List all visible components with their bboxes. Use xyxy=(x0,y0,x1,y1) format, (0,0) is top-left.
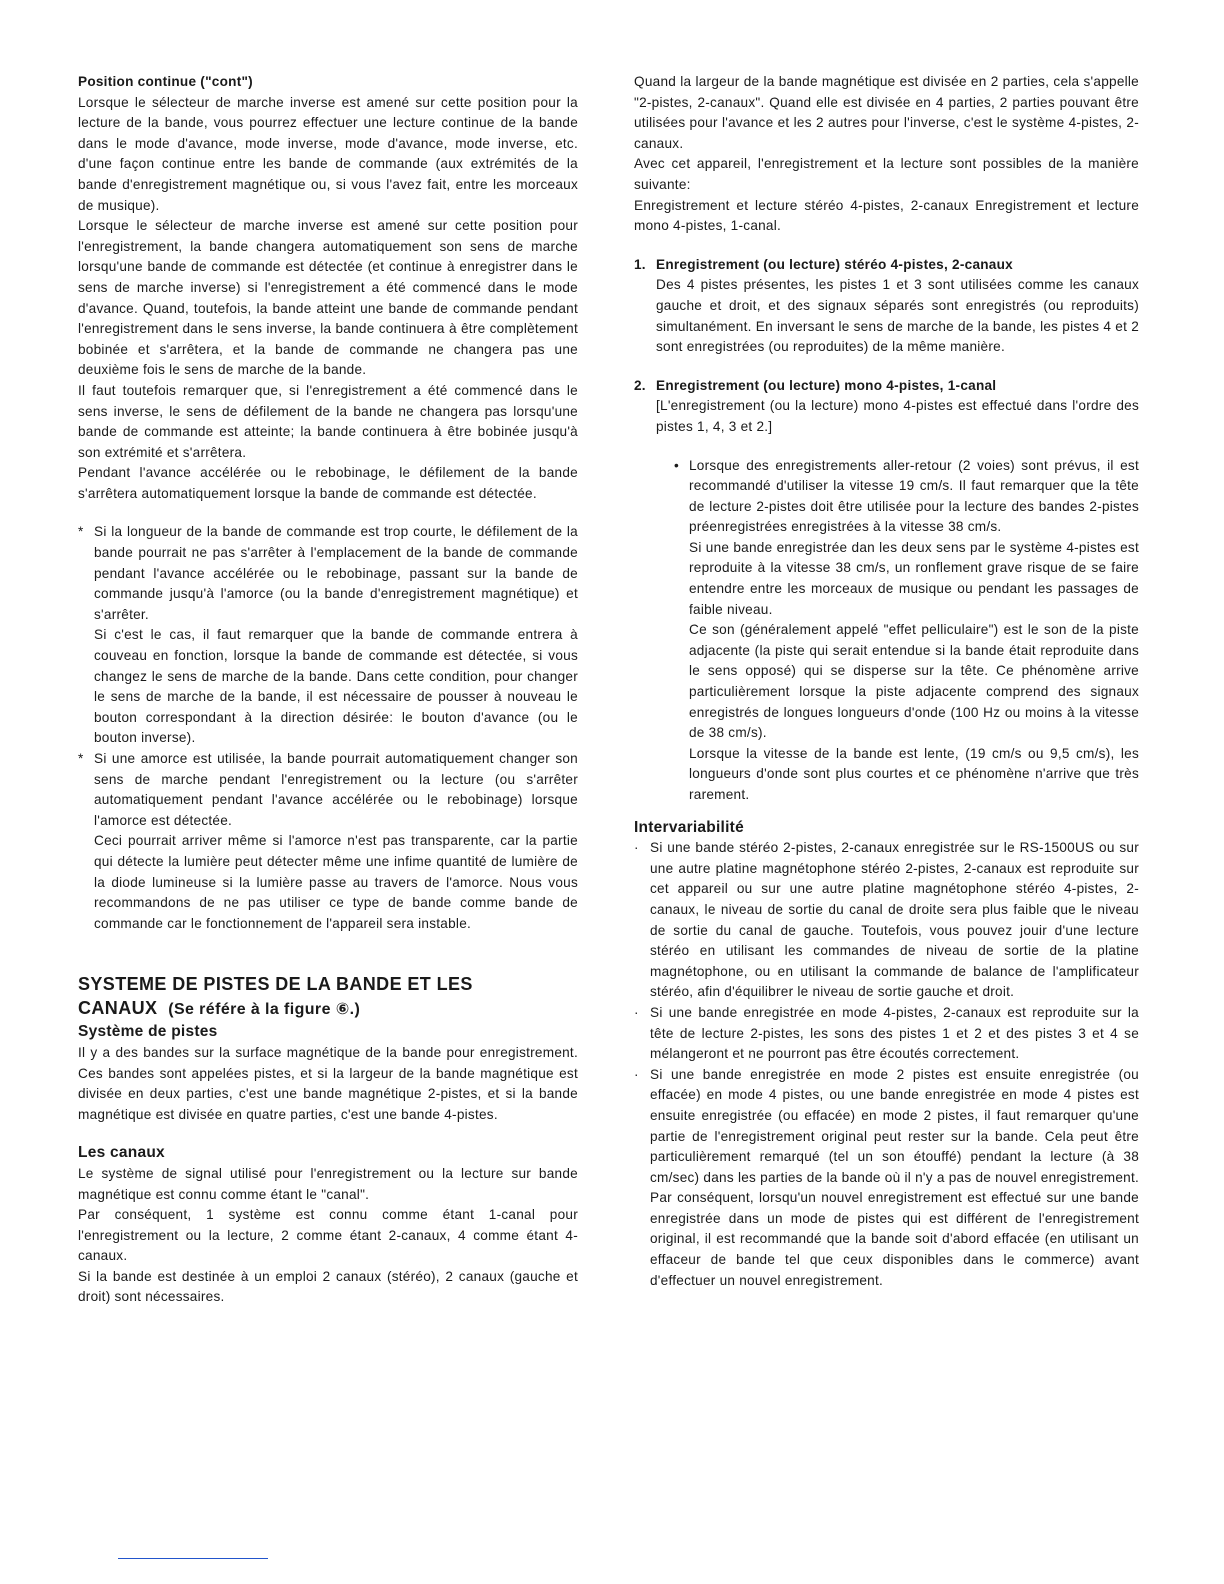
canaux-paragraph-2: Par conséquent, 1 système est connu comme étant 1-canal pour l'enregistrement ou la lecture, 2 comme étant 2-canaux, 4 comme étant 4-canaux. xyxy=(78,1207,578,1264)
note-1-paragraph-1: Si la longueur de la bande de commande est trop courte, le défilement de la bande pourrait ne pas s'arrêter à l'emplacement de la bande de commande pendant l'avance accélérée ou le rebobinage, passant sur la bande de commande jusqu'à l'amorce (ou la bande d'enregistrement magnétique) et s'arrêter. xyxy=(94,524,578,622)
intervariabilite-paragraph-3: Si une bande enregistrée en mode 2 pistes est ensuite enregistrée (ou effacée) en mode 4 pistes, ou une bande enregistrée en mode 4 pistes est ensuite enregistrée (ou effacée) en mode 2 pistes, il faut remarquer qu'une partie de l'enregistrement original peut rester sur la bande. Cela peut être particulièrement remarqué (tel un son étouffé) pendant la lecture (à 38 cm/sec) dans les parties de la bande où il n'y a pas de nouvel enregistrement. Par conséquent, lorsqu'un nouvel enregistrement est effectué sur une bande enregistrée dans un mode de pistes qui est différent de l'enregistrement original, il est recommandé que la bande soit d'abord effacée (en utilisant un effaceur de bande tel que ceux disponibles dans le commerce) avant d'effectuer un nouvel enregistrement. xyxy=(650,1066,1139,1288)
mode-item-1-body: Des 4 pistes présentes, les pistes 1 et 3 sont utilisées comme les canaux gauche et droit, et des signaux séparés sont enregistrés (ou reproduits) simultanément. En inversant le sens de marche de la bande, les pistes 4 et 2 sont enregistrées (ou reproduites) de la même manière. xyxy=(656,277,1139,355)
dot-bullet-icon: · xyxy=(634,1066,639,1082)
pistes-title: Système de pistes xyxy=(78,1023,218,1041)
star-bullet-icon: * xyxy=(78,524,84,540)
dot-bullet-icon: · xyxy=(634,840,639,856)
speed-note-block xyxy=(634,456,1139,806)
figure-reference: (Se référe à la figure ⑥.) xyxy=(168,1001,361,1019)
intro-paragraph-3: Enregistrement et lecture stéréo 4-pistes, 2-canaux Enregistrement et lecture mono 4-pistes, 1-canal. xyxy=(634,197,1139,234)
dot-bullet-icon: · xyxy=(634,1004,639,1020)
cont-paragraph-2: Lorsque le sélecteur de marche inverse est amené sur cette position pour l'enregistrement, la bande changera automatiquement son sens de marche lorsqu'une bande de commande est détectée (et continue à enregistrer dans le sens de marche inverse) si l'enregistrement a été commencé dans le mode d'avance. Quand, toutefois, la bande atteint une bande de commande pendant l'enregistrement dans le sens inverse, la bande continuera à être complètement bobinée et s'arrêtera, et la bande de commande ne changera pas une deuxième fois le sens de marche de la bande. xyxy=(78,218,578,378)
intro-paragraph-1: Quand la largeur de la bande magnétique est divisée en 2 parties, cela s'appelle "2-pistes, 2-canaux". Quand elle est divisée en 4 parties, 2 parties pouvant être utilisées pour l'avance et les 2 autres pour l'inverse, c'est le système 4-pistes, 2-canaux. xyxy=(634,74,1139,151)
speed-note-paragraph-2: Si une bande enregistrée dan les deux sens par le système 4-pistes est reproduite à la vitesse 38 cm/s, un ronflement grave risque de se faire entendre entre les morceaux de musique ou pendant les passages de faible niveau. xyxy=(689,539,1139,617)
intervariabilite-list xyxy=(634,838,1139,1291)
speed-note-paragraph-1: Lorsque des enregistrements aller-retour (2 voies) sont prévus, il est recommandé d'utiliser la vitesse 19 cm/s. Il faut remarquer que la tête de lecture 2-pistes doit être utilisée pour la lecture des bandes 2-pistes préenregistrées enregistrées à la vitesse 38 cm/s. xyxy=(689,457,1139,535)
speed-note-paragraph-4: Lorsque la vitesse de la bande est lente, (19 cm/s ou 9,5 cm/s), les longueurs d'onde sont plus courtes et ce phénomène n'arrive que très rarement. xyxy=(689,745,1139,802)
mode-item-2-number: 2. xyxy=(634,377,646,393)
mode-list xyxy=(634,255,1139,438)
canaux-title: Les canaux xyxy=(78,1144,165,1162)
cont-paragraph-4: Pendant l'avance accélérée ou le rebobinage, le défilement de la bande s'arrêtera automatiquement lorsque la bande de commande est détectée. xyxy=(78,465,578,501)
section-heading-line-1: SYSTEME DE PISTES DE LA BANDE ET LES xyxy=(78,974,473,995)
note-item-2 xyxy=(78,749,578,934)
canaux-paragraph-3: Si la bande est destinée à un emploi 2 canaux (stéréo), 2 canaux (gauche et droit) sont nécessaires. xyxy=(78,1268,578,1305)
mode-item-2-body: [L'enregistrement (ou la lecture) mono 4-pistes est effectué dans l'ordre des pistes 1, 4, 3 et 2.] xyxy=(656,398,1139,434)
pistes-paragraph: Il y a des bandes sur la surface magnétique de la bande pour enregistrement. Ces bandes sont appelées pistes, et si la largeur de la bande magnétique est divisée en deux parties, c'est une bande magnétique 2-pistes, et si la bande magnétique est divisée en quatre parties, c'est une bande 4-pistes. xyxy=(78,1044,578,1122)
mode-item-1 xyxy=(634,255,1139,358)
star-bullet-icon: * xyxy=(78,751,84,766)
speed-note-list xyxy=(674,456,1139,806)
intervariabilite-item-3 xyxy=(634,1065,1139,1292)
left-column xyxy=(78,72,578,1308)
intervariabilite-item-1 xyxy=(634,838,1139,1003)
mode-item-1-title: Enregistrement (ou lecture) stéréo 4-pistes, 2-canaux xyxy=(656,256,1013,272)
note-item-1 xyxy=(78,522,578,749)
mode-item-2-title: Enregistrement (ou lecture) mono 4-pistes, 1-canal xyxy=(656,377,997,393)
note-1-paragraph-2: Si c'est le cas, il faut remarquer que la bande de commande entrera à couveau en fonction, lorsque la bande de commande est détectée, si vous changez le sens de marche de la bande. Dans cette condition, pour changer le sens de marche de la bande, il est nécessaire de pousser à nouveau le bouton correspondant à la direction désirée: le bouton d'avance (ou le bouton inverse). xyxy=(94,627,578,746)
intervariabilite-paragraph-2: Si une bande enregistrée en mode 4-pistes, 2-canaux est reproduite sur la tête de lecture 2-pistes, les sons des pistes 1 et 2 et des pistes 3 et 4 se mélangeront et ne pourront pas être écoutés correctement. xyxy=(650,1004,1139,1062)
intervariabilite-paragraph-1: Si une bande stéréo 2-pistes, 2-canaux enregistrée sur le RS-1500US ou sur une autre platine magnétophone stéréo 2-pistes, 2-canaux est reproduite sur cet appareil ou sur une autre platine magnétophone stéréo 4-pistes, 2-canaux, le niveau de sortie du canal de droite sera plus faible que le niveau de sortie du canal de gauche. Toutefois, vous pouvez jouir d'une lecture stéréo en utilisant les commandes de niveau de sortie de la platine magnétophone, ou en utilisant la commande de balance de l'amplificateur stéréo, afin d'équilibrer le niveau de sortie gauche et droit. xyxy=(650,840,1139,1000)
right-column xyxy=(634,72,1139,1291)
intro-paragraph-2: Avec cet appareil, l'enregistrement et la lecture sont possibles de la manière suivante: xyxy=(634,156,1139,192)
note-2-paragraph-1: Si une amorce est utilisée, la bande pourrait automatiquement changer son sens de marche pendant l'enregistrement ou la lecture (ou s'arrêter automatiquement pendant l'avance accélérée ou le rebobinage) lorsque l'amorce est détectée. xyxy=(94,751,578,828)
mode-item-1-number: 1. xyxy=(634,256,646,272)
cont-paragraph-3: Il faut toutefois remarquer que, si l'enregistrement a été commencé dans le sens inverse, le sens de défilement de la bande ne changera pas lorsqu'une bande de commande est atteinte; la bande continuera à être bobinée jusqu'à son extrémité et s'arrêtera. xyxy=(78,382,578,460)
mode-item-2 xyxy=(634,376,1139,438)
section-heading-line-2 xyxy=(78,996,578,1022)
intervariabilite-title: Intervariabilité xyxy=(634,818,744,836)
dot-bullet-icon: • xyxy=(674,457,680,473)
speed-note-item xyxy=(674,456,1139,806)
cont-paragraph-1: Lorsque le sélecteur de marche inverse est amené sur cette position pour la lecture de la bande, vous pourrez effectuer une lecture continue de la bande dans le mode d'avance, mode inverse, mode d'avance, mode inverse, etc. d'une façon continue entre les bande de commande (aux extrémités de la bande d'enregistrement magnétique ou, si vous l'avez fait, entre les morceaux de musique). xyxy=(78,94,578,213)
section-heading-canaux: CANAUX xyxy=(78,998,158,1019)
footer-divider xyxy=(118,1558,268,1559)
speed-note-paragraph-3: Ce son (généralement appelé "effet pelliculaire") est le son de la piste adjacente (la piste qui serait entendue si la bande était reproduite dans le sens opposé) qui se disperse sur la tête. Ce phénomène arrive particulièrement lorsque la piste adjacente comprend des signaux enregistrés de longues longueurs d'onde (100 Hz ou moins à la vitesse de 38 cm/s). xyxy=(689,622,1139,741)
cont-title: Position continue ("cont") xyxy=(78,74,253,89)
note-2-paragraph-2: Ceci pourrait arriver même si l'amorce n'est pas transparente, car la partie qui détecte la lumière peut détecter même une infime quantité de lumière de la diode lumineuse si la lumière passe au travers de l'amorce. Nous vous recommandons de ne pas utiliser ce type de bande comme bande de commande car le fonctionnement de l'appareil sera instable. xyxy=(94,833,578,931)
canaux-paragraph-1: Le système de signal utilisé pour l'enregistrement ou la lecture sur bande magnétique est connu comme étant le "canal". xyxy=(78,1165,578,1202)
left-notes-list xyxy=(78,522,578,934)
intervariabilite-item-2 xyxy=(634,1003,1139,1065)
